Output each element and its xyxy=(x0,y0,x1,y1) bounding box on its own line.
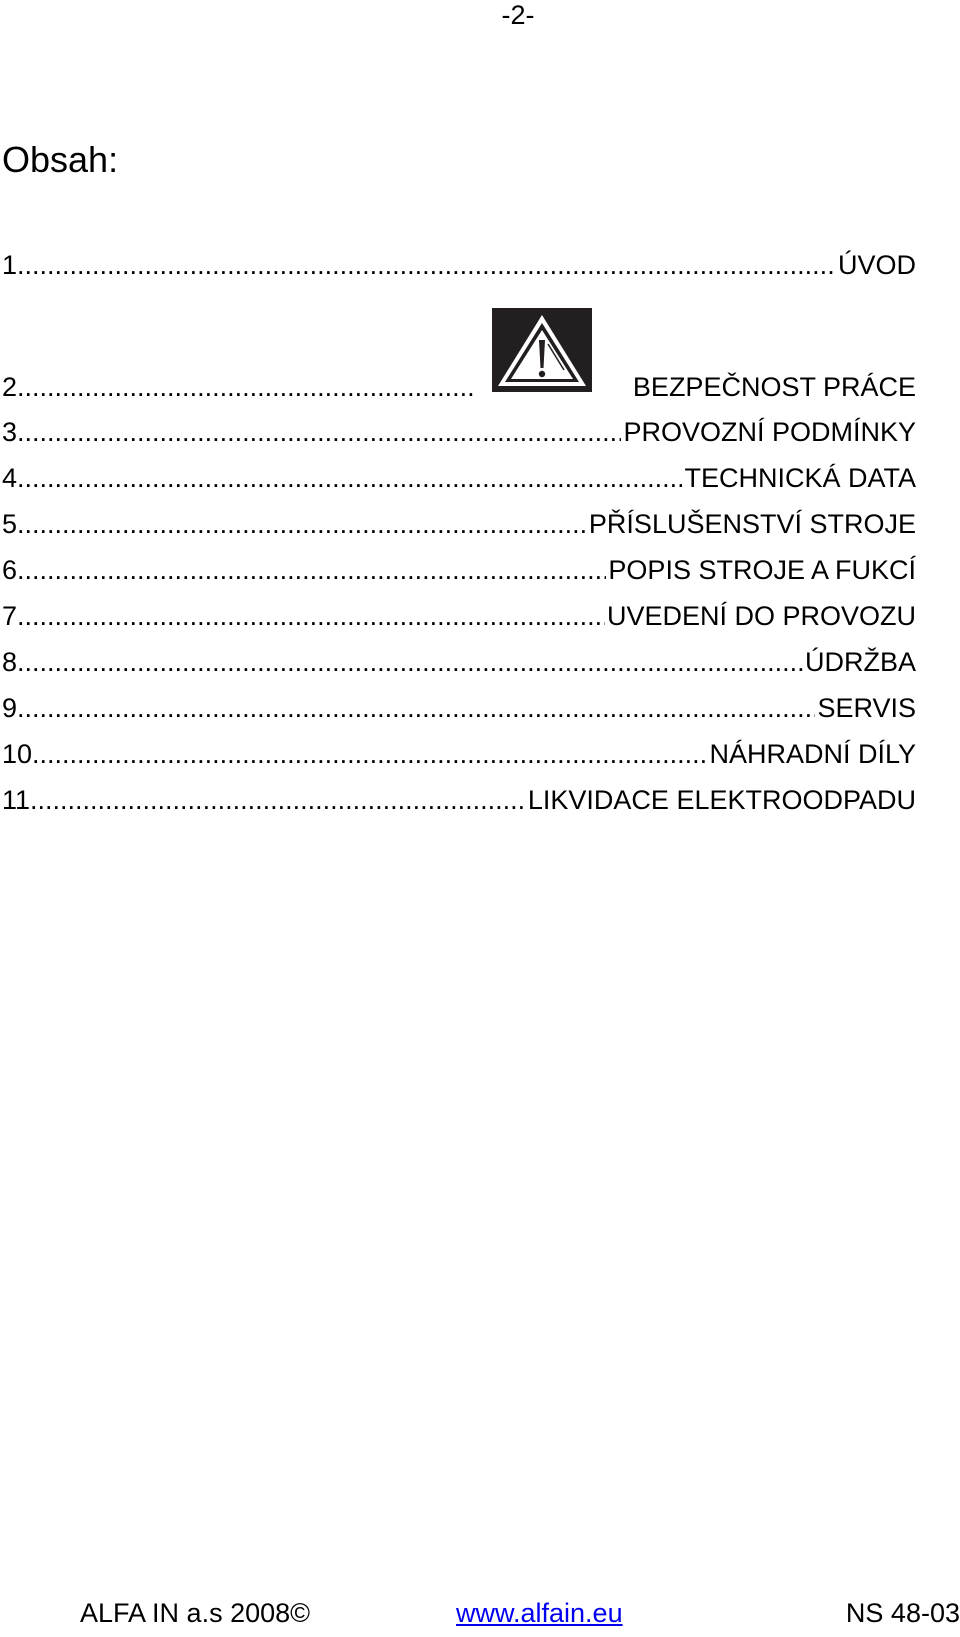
toc-entry-title: LIKVIDACE ELEKTROODPADU xyxy=(527,785,916,815)
toc-entry-title: BEZPEČNOST PRÁCE xyxy=(632,372,916,402)
toc-entry-number: 10. xyxy=(2,739,40,769)
toc-entry-number: 8. xyxy=(2,647,25,677)
toc-entry-number: 6. xyxy=(2,555,25,585)
toc-entry-7[interactable] xyxy=(2,599,916,633)
toc-entry-6[interactable] xyxy=(2,553,916,587)
toc-entry-number: 11. xyxy=(2,785,38,815)
toc-entry-1[interactable] xyxy=(2,248,916,282)
footer-website-link[interactable]: www.alfain.eu xyxy=(456,1598,623,1628)
toc-entry-3[interactable] xyxy=(2,415,916,449)
toc-entry-number: 9. xyxy=(2,693,25,723)
toc-leader-dots xyxy=(25,507,587,541)
toc-entry-title: NÁHRADNÍ DÍLY xyxy=(709,739,916,769)
toc-entry-number: 2. xyxy=(2,372,25,402)
toc-leader-dots xyxy=(25,553,607,587)
toc-entry-number: 5. xyxy=(2,509,25,539)
toc-leader-dots xyxy=(25,461,683,495)
toc-entry-number: 3. xyxy=(2,417,25,447)
page-number: -2- xyxy=(501,0,535,30)
toc-heading: Obsah: xyxy=(2,139,119,180)
toc-entry-8[interactable] xyxy=(2,645,916,679)
footer-document-code: NS 48-03 xyxy=(845,1598,960,1628)
toc-entry-2[interactable] xyxy=(2,370,916,404)
toc-leader-dots xyxy=(25,370,473,404)
toc-leader-dots xyxy=(25,415,622,449)
toc-leader-dots xyxy=(25,645,803,679)
toc-leader-dots xyxy=(25,691,816,725)
toc-entry-11[interactable] xyxy=(2,783,916,817)
warning-triangle-icon xyxy=(492,308,592,392)
toc-entry-title: PŘÍSLUŠENSTVÍ STROJE xyxy=(588,509,916,539)
toc-leader-dots xyxy=(40,737,708,771)
toc-entry-number: 1. xyxy=(2,250,25,280)
toc-entry-9[interactable] xyxy=(2,691,916,725)
toc-entry-title: ÚDRŽBA xyxy=(804,647,916,677)
toc-entry-4[interactable] xyxy=(2,461,916,495)
toc-entry-10[interactable] xyxy=(2,737,916,771)
footer-copyright: ALFA IN a.s 2008© xyxy=(80,1598,311,1628)
toc-entry-title: SERVIS xyxy=(817,693,916,723)
toc-entry-title: POPIS STROJE A FUKCÍ xyxy=(608,555,916,585)
toc-entry-5[interactable] xyxy=(2,507,916,541)
toc-entry-title: UVEDENÍ DO PROVOZU xyxy=(606,601,916,631)
toc-entry-title: TECHNICKÁ DATA xyxy=(684,463,916,493)
toc-leader-dots xyxy=(38,783,526,817)
toc-entry-number: 4. xyxy=(2,463,25,493)
toc-leader-dots xyxy=(25,248,836,282)
toc-entry-number: 7. xyxy=(2,601,25,631)
toc-entry-title: ÚVOD xyxy=(837,250,916,280)
toc-entry-title: PROVOZNÍ PODMÍNKY xyxy=(623,417,916,447)
page-footer xyxy=(0,1593,960,1633)
toc-leader-dots xyxy=(25,599,605,633)
